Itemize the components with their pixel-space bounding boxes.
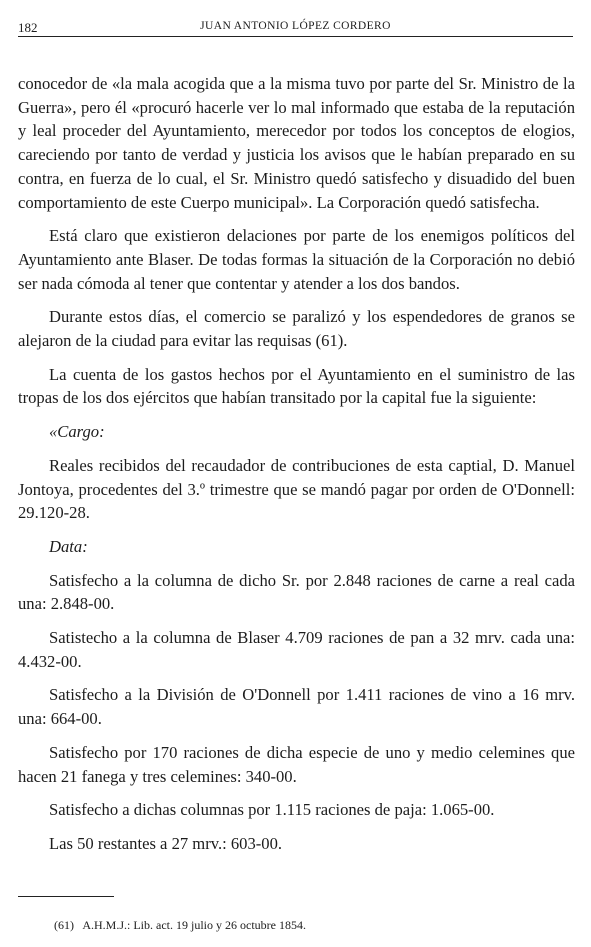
ledger-entry: Las 50 restantes a 27 mrv.: 603-00. [49, 833, 283, 853]
ledger-entry: Satisfecho por 170 raciones de dicha especie de uno y medio celemines que hacen 21 fanega y tres celemines: 340-00. [18, 742, 575, 786]
paragraph: La cuenta de los gastos hechos por el Ayuntamiento en el suministro de las tropas de los dos ejércitos que habían transitado por la capital fue la siguiente: [18, 364, 575, 408]
data-heading: Data: [49, 536, 88, 556]
ledger-entry: Satisfecho a dichas columnas por 1.115 raciones de paja: 1.065-00. [49, 800, 495, 820]
ledger-entry: Satisfecho a la División de O'Donnell por 1.411 raciones de vino a 16 mrv. una: 664-00. [18, 685, 575, 729]
paragraph: Está claro que existieron delaciones por parte de los enemigos políticos del Ayuntamiento ante Blaser. De todas formas la situación de la Corporación no debió ser nada cómoda al tener que contentar y atender a los dos bandos. [18, 226, 575, 293]
body-text [18, 72, 575, 866]
running-title: JUAN ANTONIO LÓPEZ CORDERO [200, 20, 391, 32]
ledger-entry: Satistecho a la columna de Blaser 4.709 raciones de pan a 32 mrv. cada una: 4.432-00. [18, 628, 575, 671]
page-number: 182 [18, 20, 38, 35]
footnote-rule [18, 896, 114, 897]
paragraph: Reales recibidos del recaudador de contribuciones de esta captial, D. Manuel Jontoya, procedentes del 3.º trimestre que se mandó pagar por orden de O'Donnell: 29.120-28. [18, 455, 575, 523]
footnote-marker: (61) [54, 918, 74, 932]
ledger-entry: Satisfecho a la columna de dicho Sr. por 2.848 raciones de carne a real cada una: 2.848-00. [18, 570, 575, 614]
paragraph: Durante estos días, el comercio se paralizó y los espendedores de granos se alejaron de la ciudad para evitar las requisas (61). [18, 307, 575, 351]
footnote-text: A.H.M.J.: Lib. act. 19 julio y 26 octubre 1854. [82, 918, 306, 932]
cargo-heading: «Cargo: [49, 422, 105, 442]
footnote [54, 918, 306, 932]
page-header [18, 20, 573, 36]
header-rule [18, 36, 573, 37]
paragraph-continuation: conocedor de «la mala acogida que a la misma tuvo por parte del Sr. Ministro de la Guerra», pero él «procuró hacerle ver lo mal informado que estaba de la reputación y leal proceder del Ayuntamiento, merecedor por todos los conceptos de elogios, careciendo por tanto de verdad y justicia los avisos que le habían preparado en su contra, en fuerza de lo cual, el Sr. Ministro quedó satisfecho y disuadido del buen comportamiento de este Cuerpo municipal». La Corporación quedó satisfecha. [18, 74, 575, 212]
